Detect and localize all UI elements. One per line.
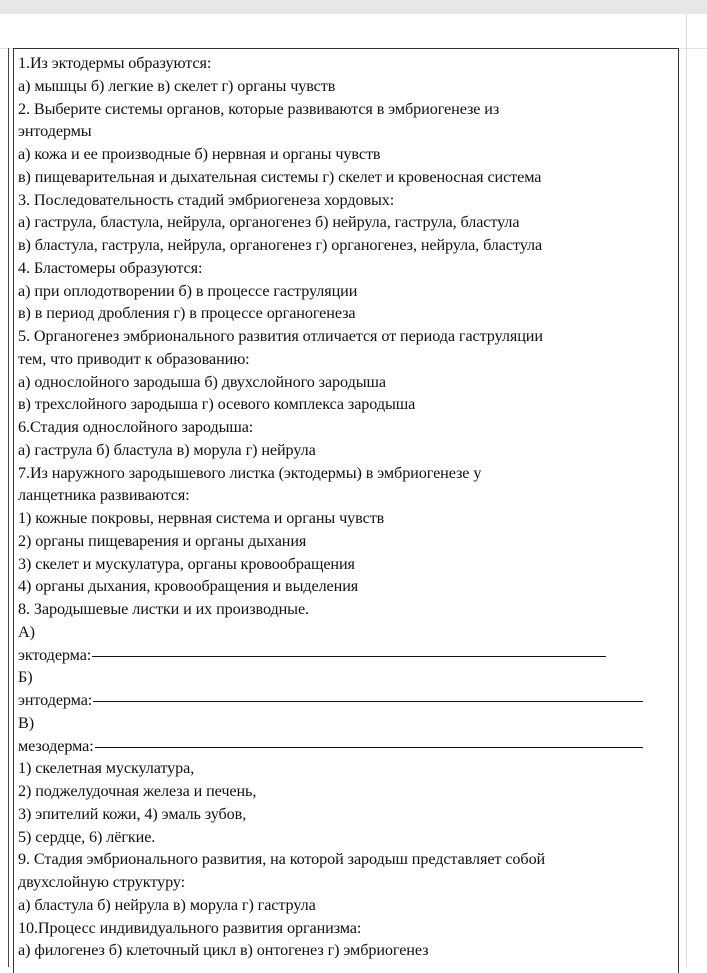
mesoderm-label: мезодерма:: [18, 736, 94, 755]
header-strip: [0, 14, 707, 49]
question-10-options: а) филогенез б) клеточный цикл в) онтогенез г) эмбриогенез: [18, 941, 429, 960]
question-7-option-1: 1) кожные покровы, нервная система и органы чувств: [18, 509, 385, 527]
question-1-title: 1.Из эктодермы образуются:: [18, 54, 212, 72]
question-5-title-cont: тем, что приводит к образованию:: [18, 349, 250, 368]
question-5-options-a: а) однослойного зародыша б) двухслойного зародыша: [18, 372, 386, 391]
question-2-title: 2. Выберите системы органов, которые развиваются в эмбриогенезе из: [18, 99, 500, 118]
mesoderm-answer-blank[interactable]: [95, 733, 643, 748]
question-2-options-b: в) пищеварительная и дыхательная системы г) скелет и кровеносная система: [18, 167, 542, 186]
question-8-title: 8. Зародышевые листки и их производные.: [18, 600, 309, 618]
question-9-title: 9. Стадия эмбрионального развития, на которой зародыш представляет собой: [18, 850, 546, 869]
question-3-title: 3. Последовательность стадий эмбриогенеза хордовых:: [18, 190, 395, 209]
question-2-options-a: а) кожа и ее производные б) нервная и органы чувств: [18, 145, 381, 163]
question-8-item-2: 2) поджелудочная железа и печень,: [18, 782, 257, 800]
question-6-title: 6.Стадия однослойного зародыша:: [18, 418, 254, 436]
top-toolbar-strip: [0, 0, 707, 14]
question-7-title-cont: ланцетника развиваются:: [18, 486, 190, 505]
question-7-title: 7.Из наружного зародышевого листка (эктодермы) в эмбриогенезе у: [18, 463, 482, 482]
ectoderm-label: эктодерма:: [18, 645, 92, 664]
question-7-option-3: 3) скелет и мускулатура, органы кровообращения: [18, 554, 355, 573]
question-8-label-c: В): [18, 713, 34, 732]
endoderm-answer-row: [18, 689, 678, 712]
question-8-item-3: 3) эпителий кожи, 4) эмаль зубов,: [18, 804, 247, 823]
endoderm-label: энтодерма:: [18, 691, 93, 709]
question-7-option-2: 2) органы пищеварения и органы дыхания: [18, 531, 307, 550]
question-4-options-a: а) при оплодотворении б) в процессе гаструляции: [18, 281, 358, 300]
mesoderm-answer-row: [18, 735, 678, 758]
question-6-options: а) гаструла б) бластула в) морула г) нейрула: [18, 440, 316, 459]
question-8-label-a: А): [18, 622, 35, 641]
question-9-title-cont: двухслойную структуру:: [18, 873, 186, 891]
question-3-options-b: в) бластула, гаструла, нейрула, органогенез г) органогенез, нейрула, бластула: [18, 236, 543, 254]
ectoderm-answer-blank[interactable]: [92, 642, 606, 657]
question-5-title: 5. Органогенез эмбрионального развития отличается от периода гаструляции: [18, 327, 543, 345]
document-body: [18, 52, 678, 962]
question-8-item-1: 1) скелетная мускулатура,: [18, 759, 195, 778]
question-4-title: 4. Бластомеры образуются:: [18, 258, 203, 277]
question-9-options: а) бластула б) нейрула в) морула г) гаструла: [18, 895, 316, 914]
question-2-title-cont: энтодермы: [18, 122, 92, 141]
ectoderm-answer-row: [18, 644, 678, 667]
question-7-option-4: 4) органы дыхания, кровообращения и выделения: [18, 577, 359, 596]
question-1-options: а) мышцы б) легкие в) скелет г) органы чувств: [18, 76, 336, 95]
question-4-options-b: в) в период дробления г) в процессе органогенеза: [18, 304, 356, 323]
question-3-options-a: а) гаструла, бластула, нейрула, органогенез б) нейрула, гаструла, бластула: [18, 213, 520, 232]
right-divider: [686, 14, 687, 967]
left-divider: [8, 48, 9, 967]
question-5-options-b: в) трехслойного зародыша г) осевого комплекса зародыша: [18, 395, 416, 414]
question-8-label-b: Б): [18, 668, 33, 687]
question-10-title: 10.Процесс индивидуального развития организма:: [18, 918, 362, 937]
question-8-item-4: 5) сердце, 6) лёгкие.: [18, 827, 156, 846]
endoderm-answer-blank[interactable]: [93, 687, 643, 702]
